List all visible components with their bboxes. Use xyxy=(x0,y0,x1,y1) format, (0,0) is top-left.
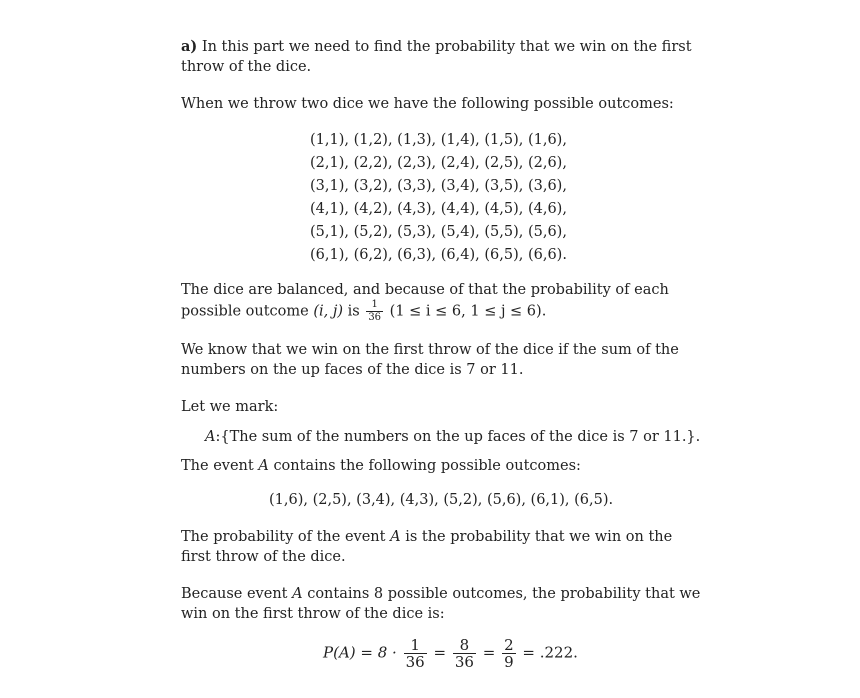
event-contains-pre: The event xyxy=(181,458,254,474)
fraction-denominator: 9 xyxy=(504,653,514,671)
fraction-numerator: 1 xyxy=(366,300,383,312)
fraction-1-36 xyxy=(404,638,427,669)
win-condition: We know that we win on the first throw of the dice if the sum of the numbers on the up faces of the dice is 7 or 11. xyxy=(181,342,679,378)
fraction-denominator: 36 xyxy=(405,653,425,671)
because-post: contains 8 possible outcomes, the probability that we win on the first throw of the dice is: xyxy=(181,586,701,622)
fraction-numerator: 1 xyxy=(404,638,427,654)
intro-paragraph xyxy=(181,37,701,77)
balanced-paragraph xyxy=(181,281,701,324)
outcome-row: (2,1), (2,2), (2,3), (2,4), (2,5), (2,6), xyxy=(310,154,567,171)
fraction-denominator: 36 xyxy=(454,653,474,671)
event-symbol: A xyxy=(258,458,269,474)
equals-sign: = xyxy=(433,643,447,662)
because-pre: Because event xyxy=(181,586,288,602)
outcome-row: (5,1), (5,2), (5,3), (5,4), (5,5), (5,6), xyxy=(310,223,567,240)
outcomes-list xyxy=(310,129,701,267)
final-formula xyxy=(323,638,701,669)
equals-sign: = xyxy=(482,643,496,662)
outcome-row: (4,1), (4,2), (4,3), (4,4), (4,5), (4,6), xyxy=(310,200,567,217)
event-symbol: A xyxy=(205,428,216,445)
outcome-row: (3,1), (3,2), (3,3), (3,4), (3,5), (3,6), xyxy=(310,177,567,194)
fraction-numerator: 8 xyxy=(453,638,476,654)
event-definition-text: :{The sum of the numbers on the up faces of the dice is 7 or 11.}. xyxy=(215,428,701,445)
fraction-numerator: 2 xyxy=(504,636,514,654)
fraction-2-9 xyxy=(502,638,516,669)
prob-event-pre: The probability of the event xyxy=(181,529,386,545)
event-contains-post: contains the following possible outcomes: xyxy=(273,458,581,474)
fraction-denominator: 36 xyxy=(368,312,382,323)
event-outcomes: (1,6), (2,5), (3,4), (4,3), (5,2), (5,6), (6,1), (6,5). xyxy=(269,491,614,508)
balanced-text: The dice are balanced, and because of that the probability of each possible outcome xyxy=(181,281,669,320)
outcomes-intro: When we throw two dice we have the following possible outcomes: xyxy=(181,96,674,112)
outcome-row: (1,1), (1,2), (1,3), (1,4), (1,5), (1,6), xyxy=(310,131,567,148)
event-definition xyxy=(205,428,701,448)
intro-text: In this part we need to find the probability that we win on the first throw of the dice. xyxy=(181,39,692,75)
prob-event-post: is the probability that we win on the first throw of the dice. xyxy=(181,529,673,565)
let-mark: Let we mark: xyxy=(181,399,279,415)
event-symbol: A xyxy=(390,529,401,545)
event-contains xyxy=(181,457,701,477)
event-symbol: A xyxy=(292,586,303,602)
balanced-range: (1 ≤ i ≤ 6, 1 ≤ j ≤ 6). xyxy=(389,303,547,320)
outcome-row: (6,1), (6,2), (6,3), (6,4), (6,5), (6,6). xyxy=(310,246,567,263)
one-over-36-fraction xyxy=(366,300,383,323)
solution-document xyxy=(181,37,701,669)
balanced-is: is xyxy=(347,303,360,320)
because-paragraph xyxy=(181,585,701,624)
formula-lhs: P(A) = 8 · xyxy=(323,643,397,662)
formula-result: = .222. xyxy=(522,643,578,662)
fraction-8-36 xyxy=(453,638,476,669)
outcome-ij: (i, j) xyxy=(313,303,343,320)
probability-event-paragraph xyxy=(181,528,701,567)
part-label: a) xyxy=(181,38,198,55)
